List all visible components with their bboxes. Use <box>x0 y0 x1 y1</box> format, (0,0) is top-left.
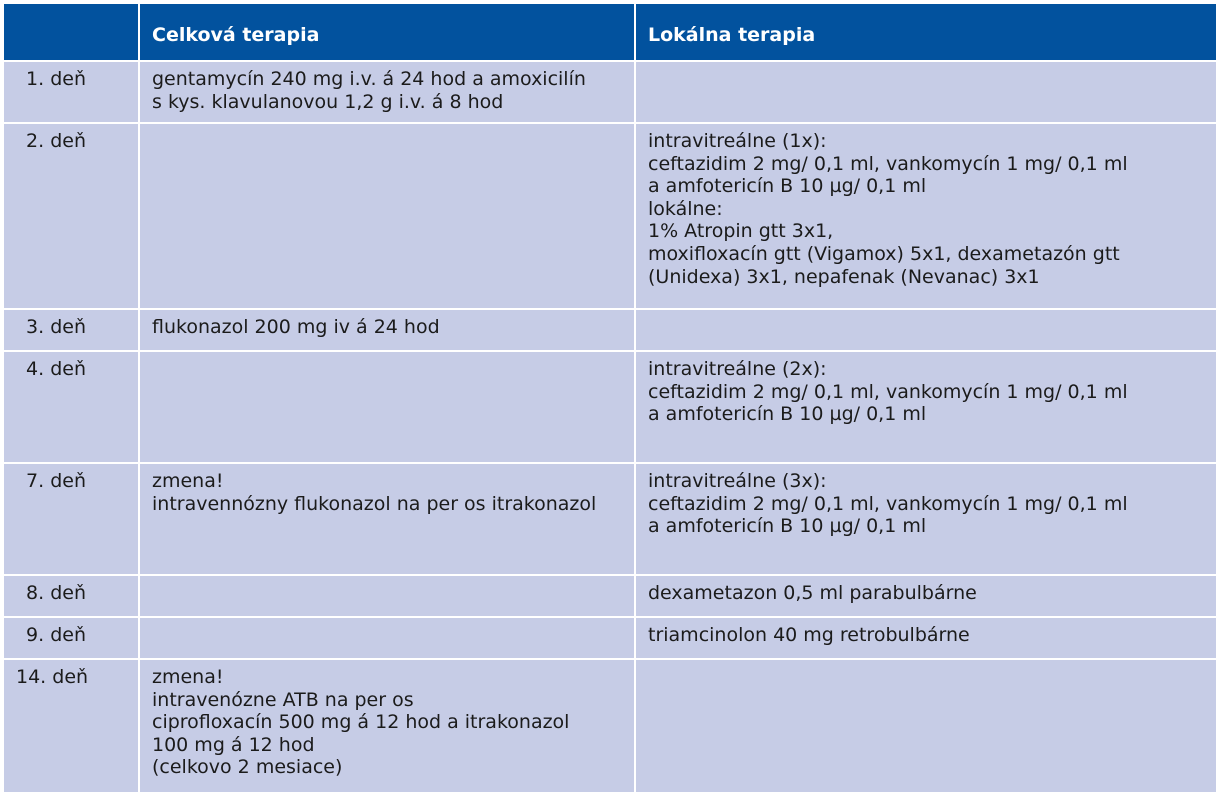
table-row <box>3 123 1217 309</box>
day-cell: 3. deň <box>3 309 139 351</box>
day-cell: 8. deň <box>3 575 139 617</box>
local-therapy-cell: intravitreálne (3x): ceftazidim 2 mg/ 0,1 ml, vankomycín 1 mg/ 0,1 ml a amfotericín B 10 µg/ 0,1 ml <box>635 463 1217 575</box>
systemic-therapy-cell <box>139 575 635 617</box>
day-cell: 4. deň <box>3 351 139 463</box>
day-cell: 7. deň <box>3 463 139 575</box>
day-cell: 14. deň <box>3 659 139 793</box>
table-row <box>3 659 1217 793</box>
systemic-therapy-cell <box>139 123 635 309</box>
local-therapy-cell: triamcinolon 40 mg retrobulbárne <box>635 617 1217 659</box>
table-row <box>3 61 1217 123</box>
local-therapy-cell <box>635 309 1217 351</box>
day-cell: 1. deň <box>3 61 139 123</box>
local-therapy-cell: intravitreálne (1x): ceftazidim 2 mg/ 0,1 ml, vankomycín 1 mg/ 0,1 ml a amfotericín B 10 µg/ 0,1 ml lokálne: 1% Atropin gtt 3x1, moxifloxacín gtt (Vigamox) 5x1, dexametazón gtt (Unidexa) 3x1, nepafenak (Nevanac) 3x1 <box>635 123 1217 309</box>
table-row <box>3 351 1217 463</box>
header-day <box>3 3 139 61</box>
table-header-row <box>3 3 1217 61</box>
table-row <box>3 617 1217 659</box>
local-therapy-cell <box>635 659 1217 793</box>
header-local-therapy: Lokálna terapia <box>635 3 1217 61</box>
therapy-table <box>2 2 1218 794</box>
table-row <box>3 309 1217 351</box>
day-cell: 2. deň <box>3 123 139 309</box>
systemic-therapy-cell: flukonazol 200 mg iv á 24 hod <box>139 309 635 351</box>
header-systemic-therapy: Celková terapia <box>139 3 635 61</box>
systemic-therapy-cell: gentamycín 240 mg i.v. á 24 hod a amoxicilín s kys. klavulanovou 1,2 g i.v. á 8 hod <box>139 61 635 123</box>
table-row <box>3 463 1217 575</box>
local-therapy-cell <box>635 61 1217 123</box>
local-therapy-cell: dexametazon 0,5 ml parabulbárne <box>635 575 1217 617</box>
day-cell: 9. deň <box>3 617 139 659</box>
systemic-therapy-cell: zmena! intravenózne ATB na per os ciprofloxacín 500 mg á 12 hod a itrakonazol 100 mg á 12 hod (celkovo 2 mesiace) <box>139 659 635 793</box>
table-row <box>3 575 1217 617</box>
systemic-therapy-cell <box>139 351 635 463</box>
systemic-therapy-cell: zmena! intravennózny flukonazol na per os itrakonazol <box>139 463 635 575</box>
systemic-therapy-cell <box>139 617 635 659</box>
local-therapy-cell: intravitreálne (2x): ceftazidim 2 mg/ 0,1 ml, vankomycín 1 mg/ 0,1 ml a amfotericín B 10 µg/ 0,1 ml <box>635 351 1217 463</box>
